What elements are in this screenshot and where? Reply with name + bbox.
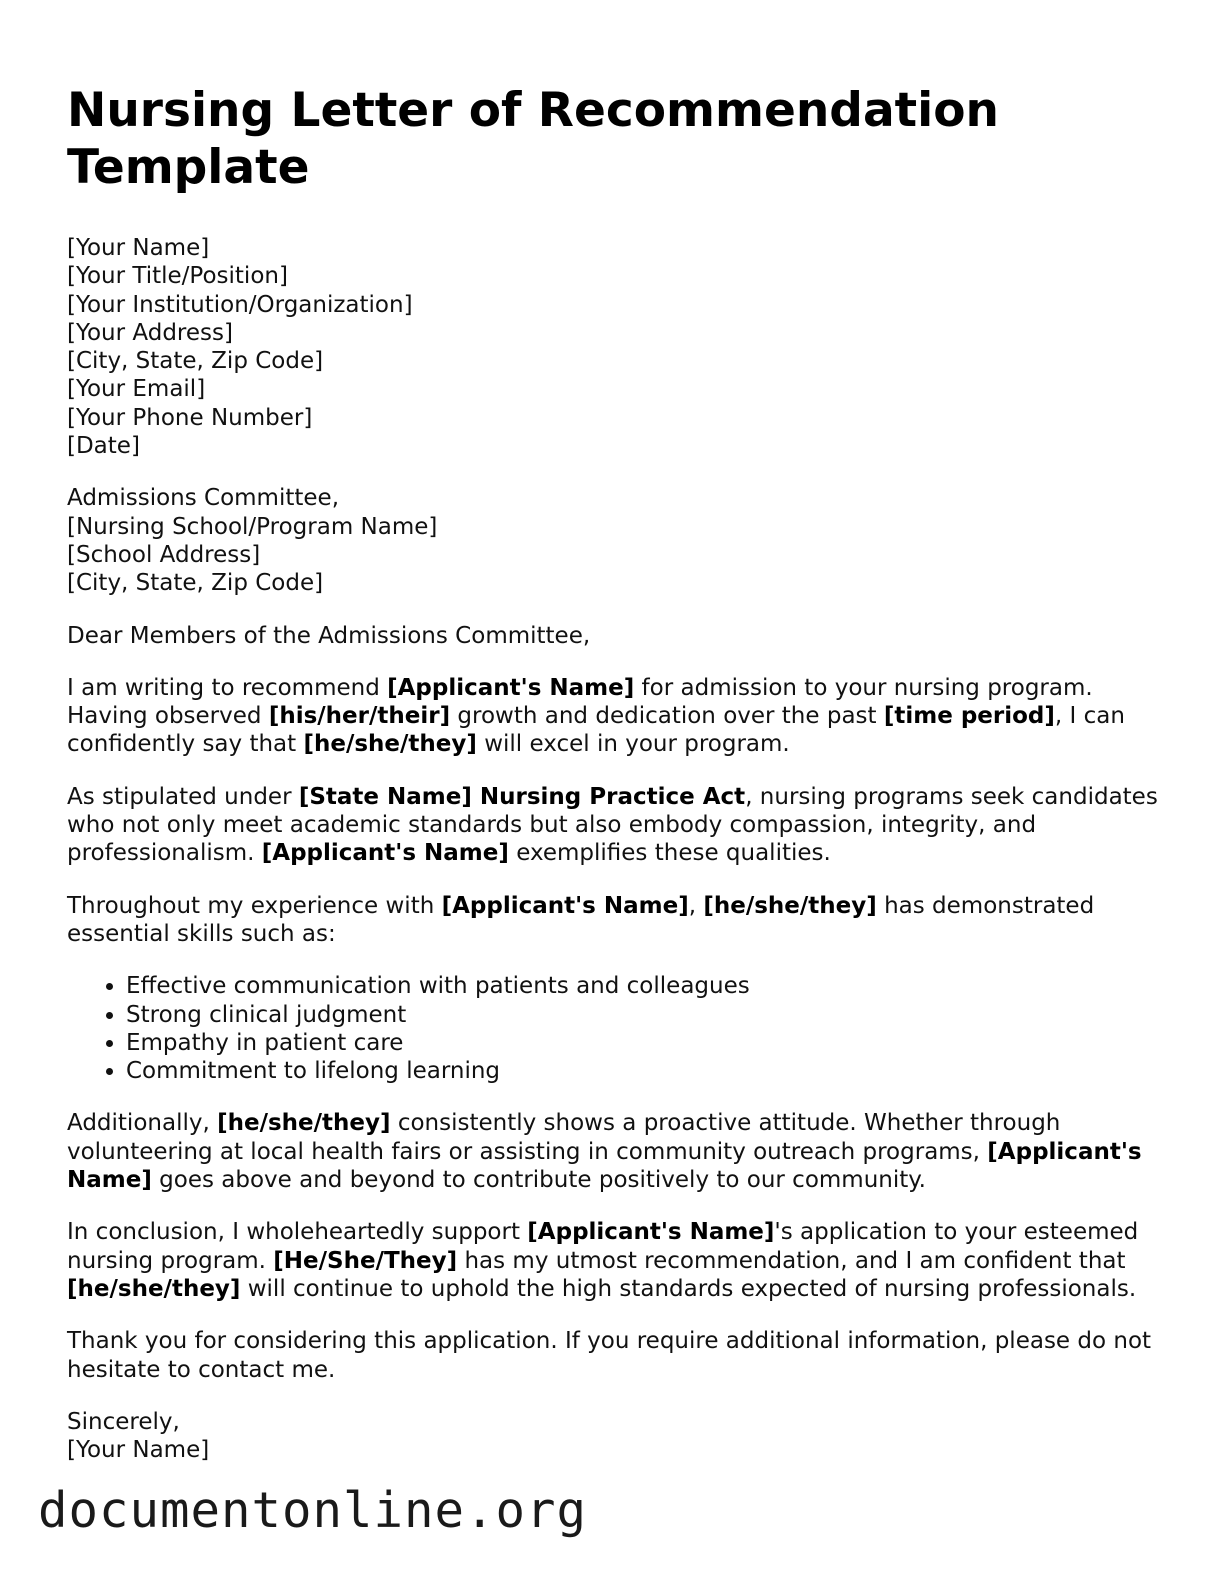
sender-address: [Your Address] <box>67 319 233 346</box>
recipient-city: [City, State, Zip Code] <box>67 570 324 597</box>
letter-document <box>67 82 1177 1464</box>
placeholder-pronoun-capitalized: [He/She/They] <box>273 1247 458 1274</box>
list-item: • Strong clinical judgment <box>126 1001 1177 1029</box>
list-item: • Empathy in patient care <box>126 1029 1177 1057</box>
letter-date: [Date] <box>67 433 140 460</box>
placeholder-applicant-name: [Applicant's Name] <box>441 892 689 919</box>
list-item: • Effective communication with patients and colleagues <box>126 972 1177 1000</box>
page-title: Nursing Letter of Recommendation Template <box>67 83 999 195</box>
placeholder-applicant-name: [Applicant's Name] <box>527 1219 775 1246</box>
signature-name: [Your Name] <box>67 1437 210 1464</box>
placeholder-time-period: [time period] <box>883 703 1055 730</box>
placeholder-state-act: [State Name] Nursing Practice Act <box>298 783 746 810</box>
placeholder-pronoun: [he/she/they] <box>303 731 477 758</box>
paragraph-intro: I am writing to recommend [Applicant's Name] for admission to your nursing program. Having observed [his/her/their] growth and dedication over the past [time period], I can confidently say that [he/she/they] will excel in your program. <box>67 674 1125 758</box>
placeholder-pronoun: [he/she/they] <box>217 1110 391 1137</box>
sender-institution: [Your Institution/Organization] <box>67 291 413 318</box>
recipient-address: [School Address] <box>67 541 261 568</box>
paragraph-additional: Additionally, [he/she/they] consistently shows a proactive attitude. Whether through volunteering at local health fairs or assisting in community outreach programs, [Applicant's Name] goes above and beyond to contribute positively to our community. <box>67 1110 1142 1194</box>
paragraph-conclusion: In conclusion, I wholeheartedly support [Applicant's Name]'s application to your esteemed nursing program. [He/She/They] has my utmost recommendation, and I am confident that [he/she/they] will continue to uphold the high standards expected of nursing professionals. <box>67 1219 1139 1302</box>
paragraph-skills-intro: Throughout my experience with [Applicant's Name], [he/she/they] has demonstrated essential skills such as: <box>67 892 1095 947</box>
watermark-text: documentonline.org <box>38 1482 588 1539</box>
placeholder-applicant-name: [Applicant's Name] <box>67 1138 1142 1194</box>
placeholder-pronoun: [he/she/they] <box>67 1275 241 1302</box>
placeholder-pronoun-possessive: [his/her/their] <box>268 703 451 730</box>
sender-title: [Your Title/Position] <box>67 263 288 290</box>
list-item: • Commitment to lifelong learning <box>126 1057 1177 1085</box>
placeholder-pronoun: [he/she/they] <box>703 892 877 919</box>
recipient-address-block <box>67 484 1177 597</box>
sender-name: [Your Name] <box>67 235 210 261</box>
sender-phone: [Your Phone Number] <box>67 404 313 431</box>
sender-city: [City, State, Zip Code] <box>67 348 324 375</box>
placeholder-applicant-name: [Applicant's Name] <box>261 840 509 867</box>
skills-list <box>67 972 1177 1085</box>
closing-block <box>67 1408 1177 1465</box>
recipient-committee: Admissions Committee, <box>67 485 340 512</box>
paragraph-thanks: Thank you for considering this application. If you require additional information, please do not hesitate to contact me. <box>67 1328 1152 1383</box>
sender-email: [Your Email] <box>67 376 206 403</box>
salutation: Dear Members of the Admissions Committee, <box>67 622 591 649</box>
sender-address-block <box>67 234 1177 460</box>
placeholder-applicant-name: [Applicant's Name] <box>387 674 635 701</box>
recipient-school: [Nursing School/Program Name] <box>67 513 438 540</box>
paragraph-practice-act: As stipulated under [State Name] Nursing Practice Act, nursing programs seek candidates who not only meet academic standards but also embody compassion, integrity, and professionalism. [Applicant's Name] exemplifies these qualities. <box>67 783 1158 867</box>
closing-word: Sincerely, <box>67 1408 180 1435</box>
